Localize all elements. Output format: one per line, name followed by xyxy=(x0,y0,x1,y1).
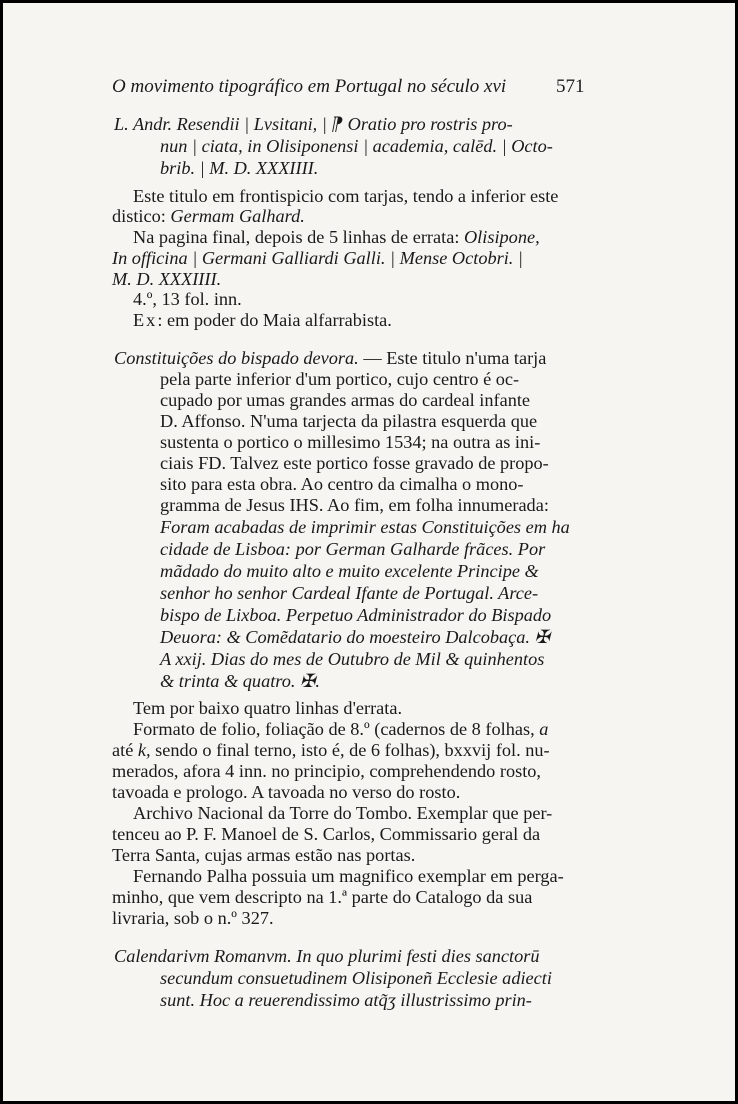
resendius-title-line-1: L. Andr. Resendii | Lvsitani, | ⁋ Oratio pro rostris pro- xyxy=(114,114,513,134)
running-head-title: O movimento tipográfico em Portugal no século xvi xyxy=(112,76,507,97)
resendius-note-line xyxy=(112,205,305,227)
constituicoes-colophon-line: mãdado do muito alto e muito excelente Principe & xyxy=(160,561,539,581)
constituicoes-palha-line: Fernando Palha possuia um magnifico exemplar em perga- xyxy=(133,866,564,886)
constituicoes-colophon-line: cidade de Lisboa: por German Galharde frãces. Por xyxy=(160,539,546,559)
resendius-note-line: Este titulo em frontispicio com tarjas, tendo a inferior este xyxy=(133,186,559,206)
resendius-title-line-3: brib. | M. D. XXXIIII. xyxy=(160,158,319,178)
constituicoes-heading xyxy=(114,347,546,369)
constituicoes-palha-line: minho, que vem descripto na 1.ª parte do Catalogo da sua xyxy=(112,887,533,907)
constituicoes-archive-line: Terra Santa, cujas armas estão nas portas. xyxy=(112,845,416,865)
constituicoes-format-line: tavoada e prologo. A tavoada no verso do rosto. xyxy=(112,782,461,802)
constituicoes-colophon-line: Foram acabadas de imprimir estas Constituições em ha xyxy=(160,517,570,537)
constituicoes-text-line: ciais FD. Talvez este portico fosse gravado de propo- xyxy=(160,453,549,473)
constituicoes-colophon-line: & trinta & quatro. ✠. xyxy=(160,671,320,691)
constituicoes-text-line: sito para esta obra. Ao centro da cimalha o mono- xyxy=(160,474,524,494)
constituicoes-colophon-line: bispo de Lixboa. Perpetuo Administrador do Bispado xyxy=(160,605,552,625)
calendarium-title-line: secundum consuetudinem Olisiponeñ Ecclesie adiecti xyxy=(160,968,552,988)
constituicoes-title: Constituições do bispado devora. xyxy=(114,348,359,368)
calendarium-title-line: sunt. Hoc a reuerendissimo atq̃ʒ illustrissimo prin- xyxy=(160,990,532,1010)
ex-text: : em poder do Maia alfarrabista. xyxy=(157,310,392,330)
format-text: sendo o final terno, isto é, de 6 folhas), bxxvij fol. nu- xyxy=(155,740,550,760)
format-text: Formato de folio, foliação de 8.º (cadernos de 8 folhas, xyxy=(133,719,535,739)
resendius-note-italic: Germam Galhard. xyxy=(170,206,305,226)
resendius-note-line xyxy=(133,226,540,248)
resendius-format: 4.º, 13 fol. inn. xyxy=(133,289,242,309)
constituicoes-format-line xyxy=(112,739,550,761)
format-italic: a xyxy=(539,719,549,739)
constituicoes-errata-note: Tem por baixo quatro linhas d'errata. xyxy=(133,698,403,718)
constituicoes-archive-line: Archivo Nacional da Torre do Tombo. Exemplar que per- xyxy=(133,803,553,823)
constituicoes-text-line: cupado por umas grandes armas do cardeal infante xyxy=(160,390,531,410)
ex-label: Ex xyxy=(133,310,158,330)
resendius-note-italic: Olisipone, xyxy=(463,227,540,247)
constituicoes-text: — Este titulo n'uma tarja xyxy=(358,348,547,368)
resendius-note-text: distico: xyxy=(112,206,171,226)
constituicoes-colophon-line: A xxij. Dias do mes de Outubro de Mil & quinhentos xyxy=(160,649,545,669)
constituicoes-text-line: gramma de Jesus IHS. Ao fim, em folha innumerada: xyxy=(160,495,549,515)
format-text: até xyxy=(112,740,134,760)
constituicoes-format-line: merados, afora 4 inn. no principio, comprehendendo rosto, xyxy=(112,761,541,781)
page-number: 571 xyxy=(556,76,585,97)
constituicoes-text-line: pela parte inferior d'um portico, cujo centro é oc- xyxy=(160,369,520,389)
format-italic: k, xyxy=(137,740,151,760)
resendius-copy-location xyxy=(133,309,392,331)
resendius-colophon-line: M. D. XXXIIII. xyxy=(112,269,222,289)
constituicoes-colophon-line: senhor ho senhor Cardeal Ifante de Portugal. Arce- xyxy=(160,583,539,603)
resendius-note-text: Na pagina final, depois de 5 linhas de errata: xyxy=(133,227,464,247)
resendius-title-line-2: nun | ciata, in Olisiponensi | academia, calēd. | Octo- xyxy=(160,136,553,156)
constituicoes-archive-line: tenceu ao P. F. Manoel de S. Carlos, Commissario geral da xyxy=(112,824,541,844)
constituicoes-format-line xyxy=(133,718,548,740)
calendarium-title-line: Calendarivm Romanvm. In quo plurimi festi dies sanctorū xyxy=(114,946,540,966)
constituicoes-text-line: sustenta o portico o millesimo 1534; na outra as ini- xyxy=(160,432,541,452)
constituicoes-palha-line: livraria, sob o n.º 327. xyxy=(112,908,274,928)
resendius-colophon-line: In officina | Germani Galliardi Galli. | Mense Octobri. | xyxy=(112,248,523,268)
constituicoes-text-line: D. Affonso. N'uma tarjecta da pilastra esquerda que xyxy=(160,411,538,431)
constituicoes-colophon-line: Deuora: & Comẽdatario do moesteiro Dalcobaça. ✠ xyxy=(160,627,550,647)
